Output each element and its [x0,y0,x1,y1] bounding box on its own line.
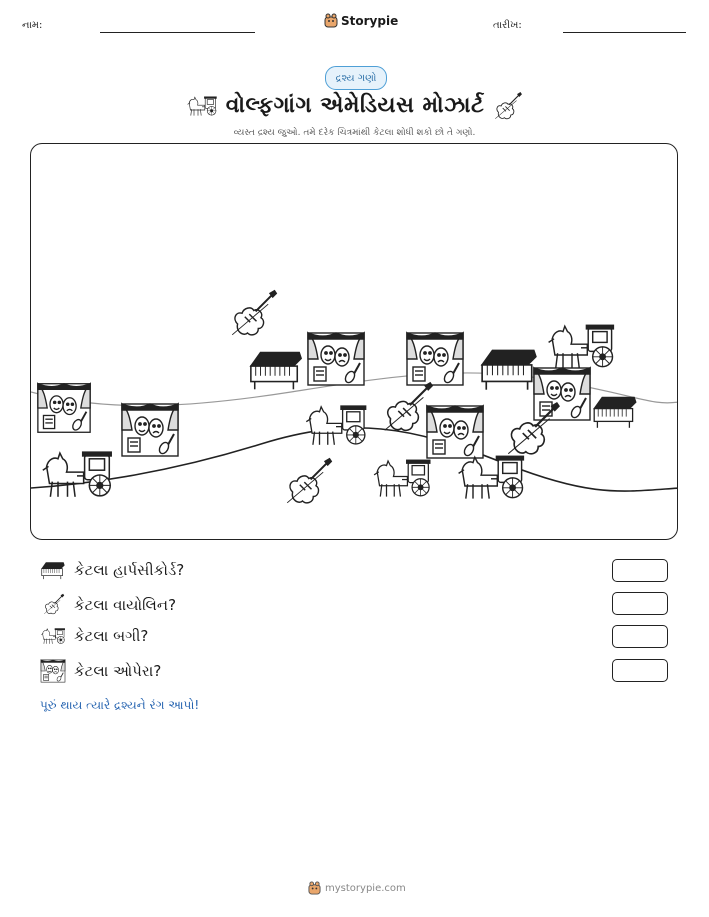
opera-item [405,331,465,387]
carriage-item [303,402,369,448]
site-url: mystorypie.com [325,882,406,894]
answer-box-harpsichord[interactable] [612,559,668,582]
brand-name: Storypie [341,13,399,28]
question-violin [40,593,176,617]
storypie-logo-icon [308,881,321,895]
violin-icon [40,593,66,617]
question-carriage [40,626,148,646]
carriage-item [545,322,617,370]
question-text: કેટલા બગી? [74,627,149,645]
question-text: કેટલા વાયોલિન? [74,596,177,614]
color-instruction: પૂરું થાય ત્યારે દ્રશ્યને રંગ આપો! [40,698,200,712]
violin-item [225,288,279,342]
name-label: નામ: [22,20,43,31]
count-scene-badge: દ્રશ્ય ગણો [325,66,387,90]
name-line[interactable] [100,32,255,33]
carriage-item [455,452,527,502]
carriage-icon [40,626,66,646]
carriage-item [39,447,115,501]
brand-logo [324,13,398,28]
question-text: કેટલા ઓપેરા? [74,662,162,680]
violin-item [279,456,335,510]
question-text: કેટલા હાર્પસીકોર્ડ? [74,561,185,579]
date-label: તારીખ: [493,20,522,31]
opera-item [119,402,181,458]
answer-box-violin[interactable] [612,592,668,615]
harpsichord-icon [40,559,66,581]
opera-icon [40,659,66,683]
opera-item [36,380,92,436]
violin-icon [491,91,523,123]
answer-box-opera[interactable] [612,659,668,682]
instructions: વ્યસ્ત દ્રશ્ય જુઓ. તમે દરેક ચિત્રમાંથી કેટલા શોધી શકો છો તે ગણો. [233,128,476,138]
page-title: વોલ્ફગાંગ એમેડિયસ મોઝાર્ટ [225,93,485,118]
question-harpsichord [40,559,184,581]
date-line[interactable] [563,32,686,33]
site-footer [308,881,406,895]
question-opera [40,659,161,683]
busy-scene [30,143,678,540]
carriage-item [371,456,433,500]
storypie-logo-icon [324,13,338,28]
answer-box-carriage[interactable] [612,625,668,648]
opera-item [306,331,366,387]
harpsichord-item [591,388,639,434]
harpsichord-item [247,344,305,394]
